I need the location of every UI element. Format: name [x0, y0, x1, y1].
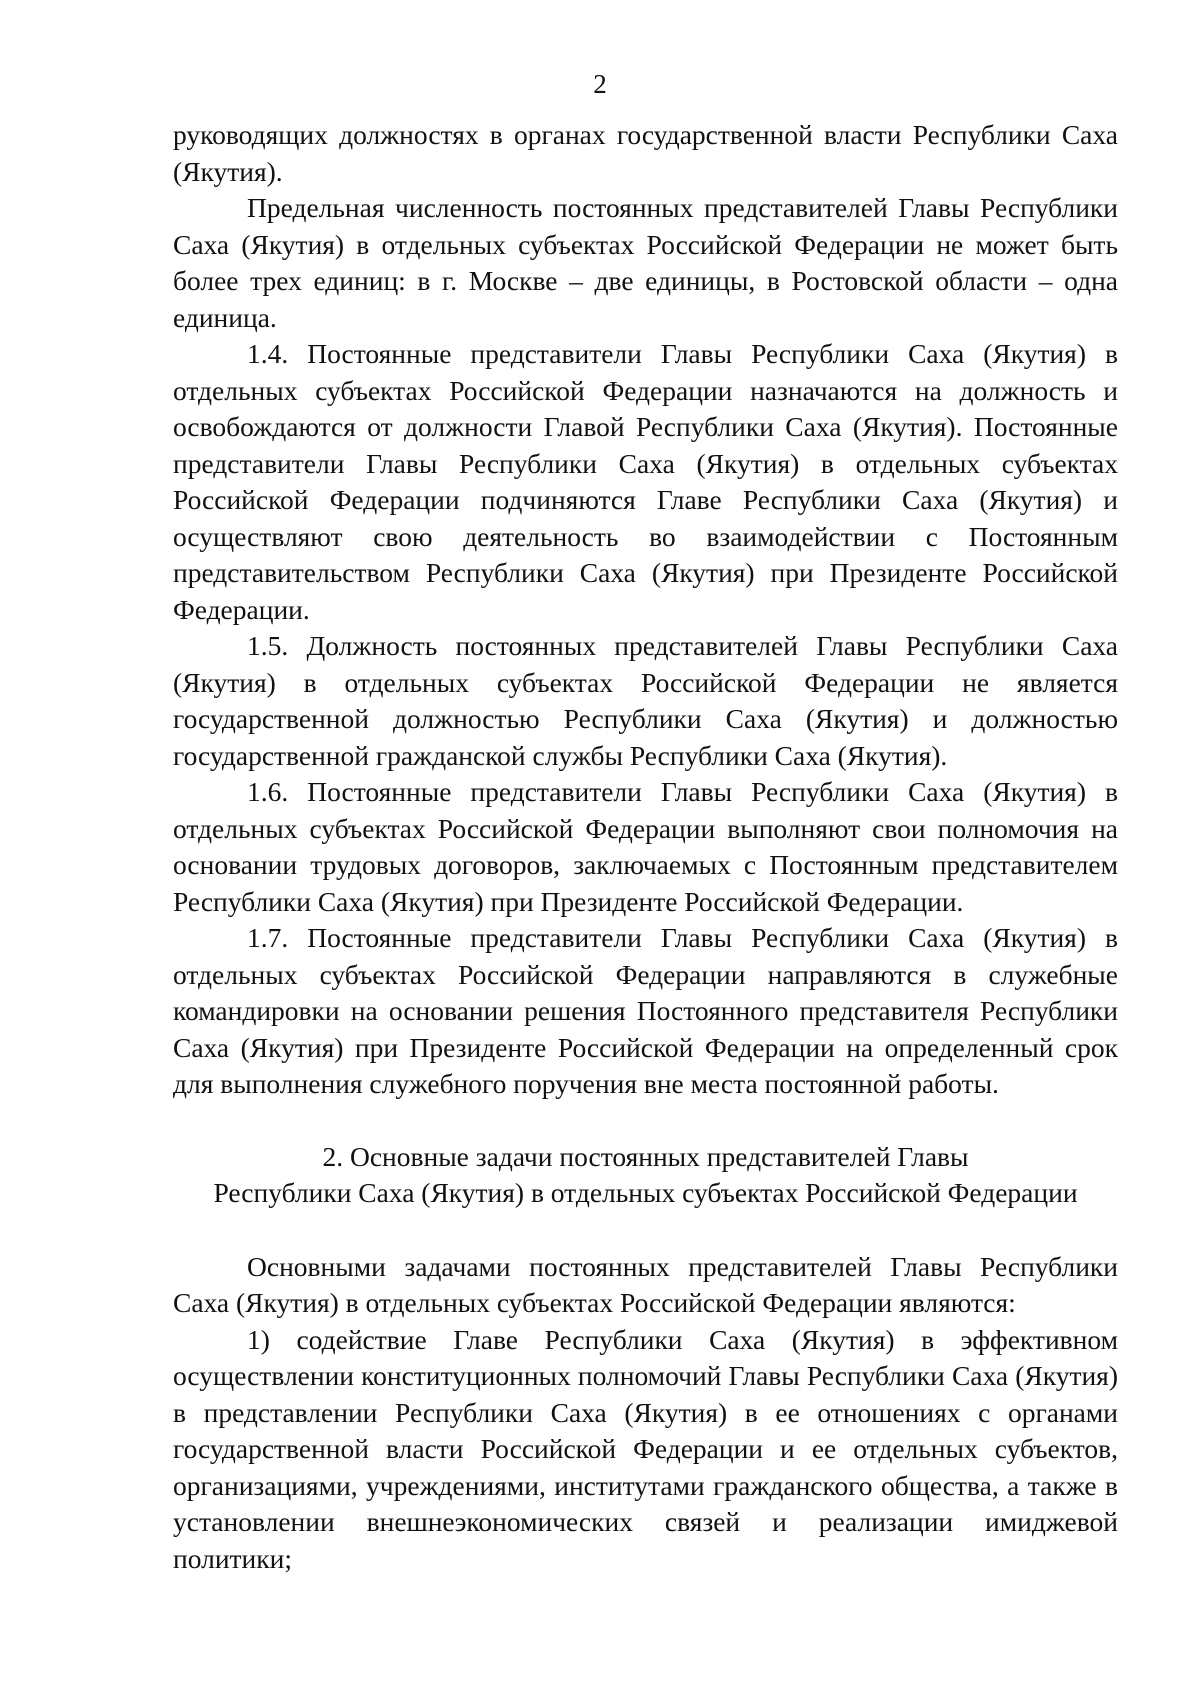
paragraph-tasks-intro: Основными задачами постоянных представителей Главы Республики Саха (Якутия) в отдельных субъектах Российской Федерации являются:: [173, 1250, 1118, 1318]
section-heading-line-2: Республики Саха (Якутия) в отдельных субъектах Российской Федерации: [213, 1177, 1078, 1208]
paragraph-1-4: 1.4. Постоянные представители Главы Республики Саха (Якутия) в отдельных субъектах Российской Федерации назначаются на должность и освобождаются от должности Главой Республики Саха (Якутия). Постоянные представители Главы Республики Саха (Якутия) в отдельных субъектах Российской Федерации подчиняются Главе Республики Саха (Якутия) и осуществляют свою деятельность во взаимодействии с Постоянным представительством Республики Саха (Якутия) при Президенте Российской Федерации.: [173, 338, 1118, 625]
page-number: 2: [593, 69, 607, 99]
paragraph-continuation: руководящих должностях в органах государственной власти Республики Саха (Якутия).: [173, 119, 1118, 187]
document-body: [173, 117, 1118, 1577]
section-heading-line-1: 2. Основные задачи постоянных представителей Главы: [322, 1140, 969, 1172]
paragraph-1-7: 1.7. Постоянные представители Главы Республики Саха (Якутия) в отдельных субъектах Российской Федерации направляются в служебные командировки на основании решения Постоянного представителя Республики Саха (Якутия) при Президенте Российской Федерации на определенный срок для выполнения служебного поручения вне места постоянной работы.: [173, 922, 1118, 1099]
paragraph-max-number: Предельная численность постоянных представителей Главы Республики Саха (Якутия) в отдельных субъектах Российской Федерации не может быть более трех единиц: в г. Москве – две единицы, в Ростовской области – одна единица.: [173, 192, 1118, 333]
paragraph-task-1: 1) содействие Главе Республики Саха (Якутия) в эффективном осуществлении конституционных полномочий Главы Республики Саха (Якутия) в представлении Республики Саха (Якутия) в ее отношениях с органами государственной власти Российской Федерации и ее отдельных субъектов, организациями, учреждениями, институтами гражданского общества, а также в установлении внешнеэкономических связей и реализации имиджевой политики;: [173, 1323, 1118, 1574]
section-heading: [173, 1139, 1118, 1212]
paragraph-1-5: 1.5. Должность постоянных представителей Главы Республики Саха (Якутия) в отдельных субъектах Российской Федерации не является государственной должностью Республики Саха (Якутия) и должностью государственной гражданской службы Республики Саха (Якутия).: [173, 630, 1118, 771]
paragraph-1-6: 1.6. Постоянные представители Главы Республики Саха (Якутия) в отдельных субъектах Российской Федерации выполняют свои полномочия на основании трудовых договоров, заключаемых с Постоянным представителем Республики Саха (Якутия) при Президенте Российской Федерации.: [173, 776, 1118, 917]
